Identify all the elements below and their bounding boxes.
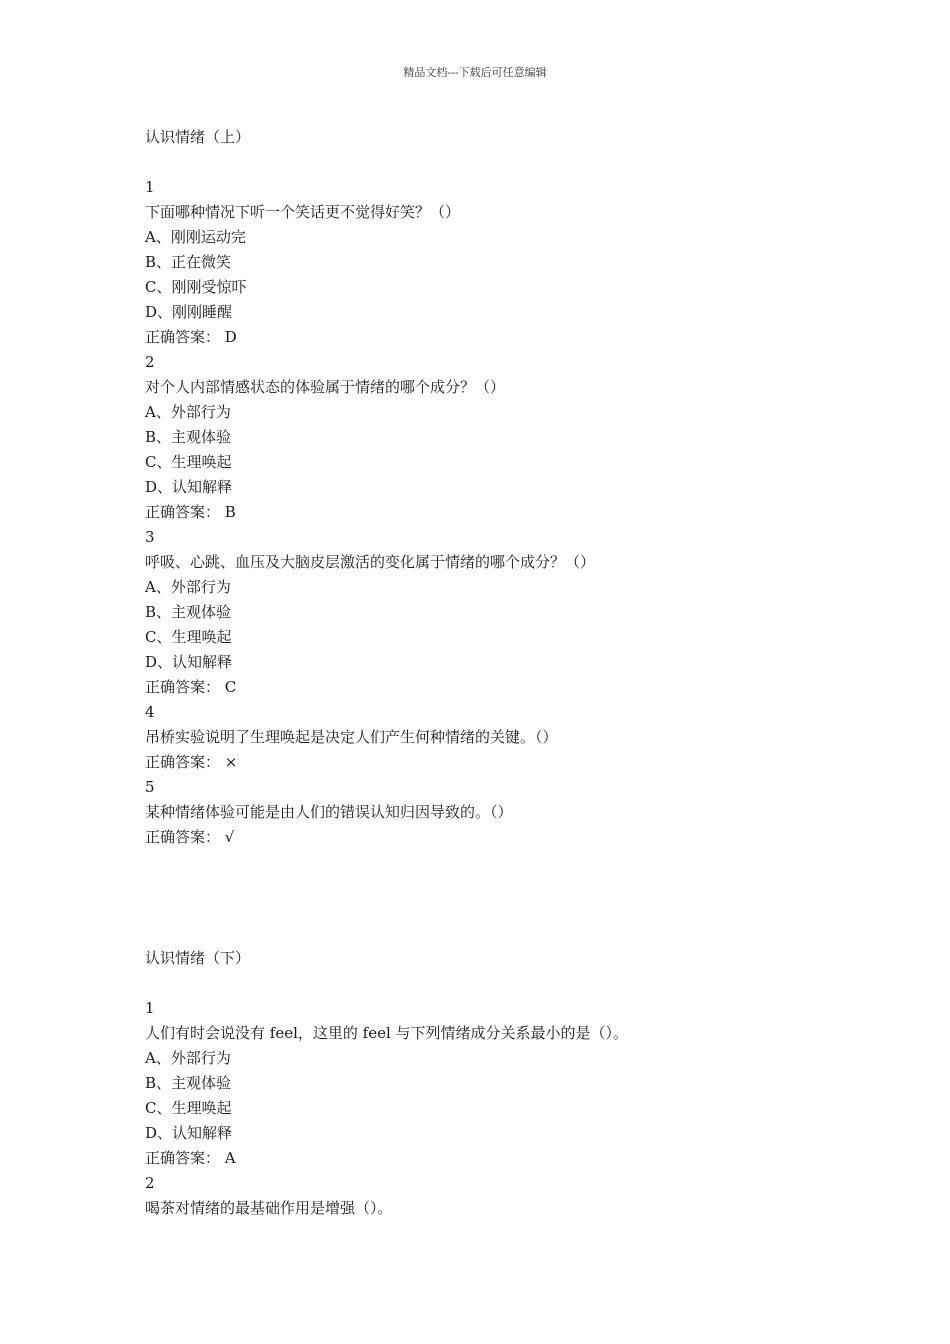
option: A、刚刚运动完 bbox=[145, 228, 246, 246]
option: C、生理唤起 bbox=[145, 453, 232, 471]
section-title: 认识情绪（下） bbox=[145, 949, 251, 967]
option: C、刚刚受惊吓 bbox=[145, 278, 247, 296]
option: B、正在微笑 bbox=[145, 253, 232, 271]
question-text: 人们有时会说没有 feel，这里的 feel 与下列情绪成分关系最小的是（）。 bbox=[145, 1024, 629, 1042]
question-number: 3 bbox=[145, 528, 155, 546]
section-title: 认识情绪（上） bbox=[145, 128, 251, 146]
option: A、外部行为 bbox=[145, 1049, 231, 1067]
question-text: 对个人内部情感状态的体验属于情绪的哪个成分？（） bbox=[145, 378, 506, 396]
answer: 正确答案： D bbox=[145, 328, 237, 346]
question-number: 4 bbox=[145, 703, 155, 721]
section-1 bbox=[145, 125, 595, 850]
option: A、外部行为 bbox=[145, 578, 231, 596]
option: B、主观体验 bbox=[145, 428, 232, 446]
option: D、认知解释 bbox=[145, 478, 233, 496]
question-number: 1 bbox=[145, 999, 155, 1017]
question-number: 2 bbox=[145, 353, 155, 371]
question-text: 吊桥实验说明了生理唤起是决定人们产生何种情绪的关键。（） bbox=[145, 728, 558, 746]
option: D、认知解释 bbox=[145, 1124, 233, 1142]
question-text: 呼吸、心跳、血压及大脑皮层激活的变化属于情绪的哪个成分？（） bbox=[145, 553, 596, 571]
answer: 正确答案： C bbox=[145, 678, 237, 696]
option: D、刚刚睡醒 bbox=[145, 303, 233, 321]
answer: 正确答案： √ bbox=[145, 828, 235, 846]
question-number: 1 bbox=[145, 178, 155, 196]
section-2 bbox=[145, 946, 628, 1221]
option: B、主观体验 bbox=[145, 1074, 232, 1092]
question-text: 某种情绪体验可能是由人们的错误认知归因导致的。（） bbox=[145, 803, 513, 821]
question-number: 2 bbox=[145, 1174, 155, 1192]
question-text: 喝茶对情绪的最基础作用是增强（）。 bbox=[145, 1199, 393, 1217]
question-text: 下面哪种情况下听一个笑话更不觉得好笑？（） bbox=[145, 203, 461, 221]
option: D、认知解释 bbox=[145, 653, 233, 671]
option: A、外部行为 bbox=[145, 403, 231, 421]
option: B、主观体验 bbox=[145, 603, 232, 621]
question-number: 5 bbox=[145, 778, 155, 796]
answer: 正确答案： × bbox=[145, 753, 238, 771]
answer: 正确答案： A bbox=[145, 1149, 236, 1167]
option: C、生理唤起 bbox=[145, 628, 232, 646]
page-header: 精品文档---下载后可任意编辑 bbox=[403, 66, 547, 79]
option: C、生理唤起 bbox=[145, 1099, 232, 1117]
answer: 正确答案： B bbox=[145, 503, 236, 521]
